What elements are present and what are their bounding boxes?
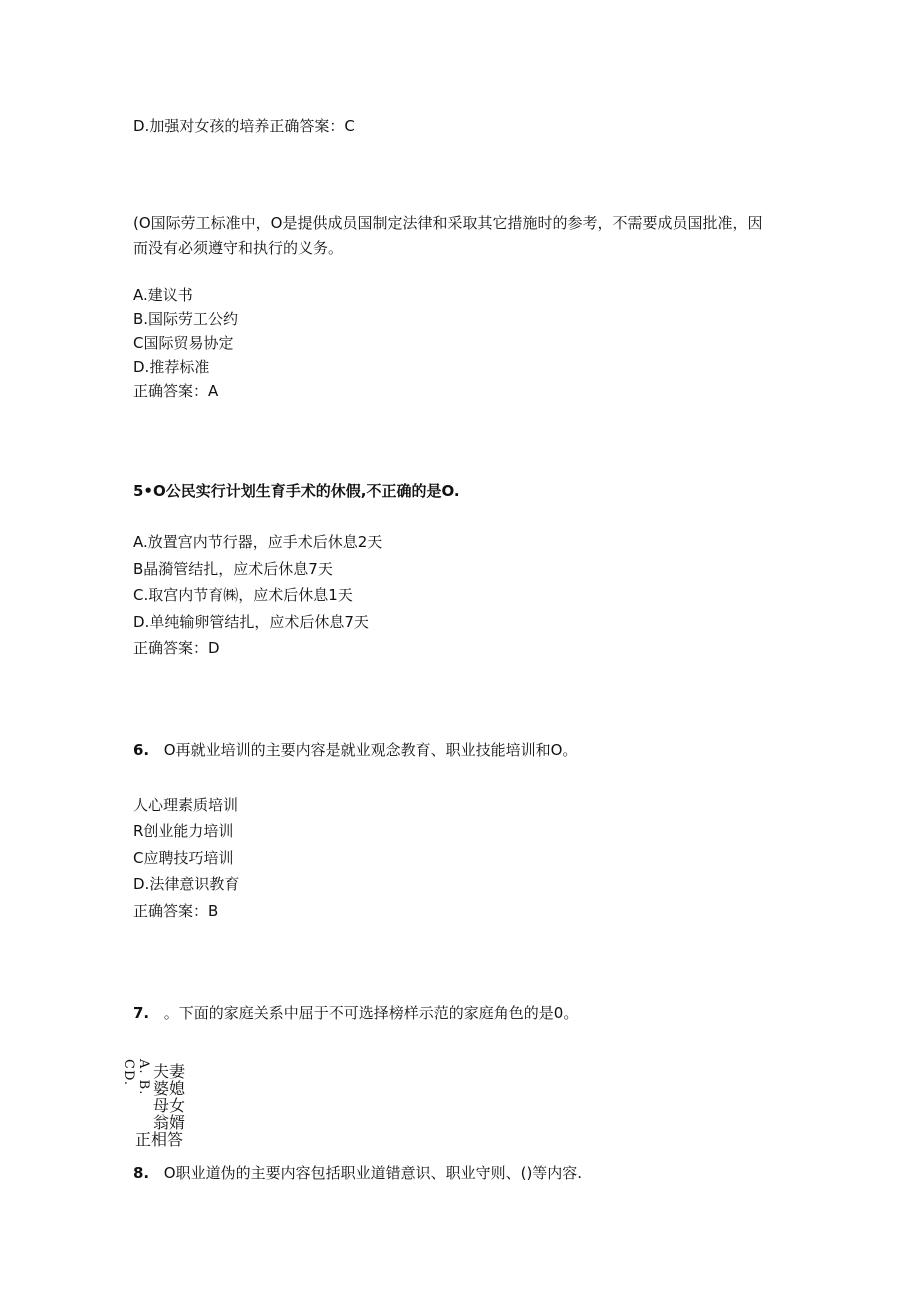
q5-answer: 正确答案：D	[133, 639, 220, 657]
q5-option-b: B晶漪管结扎，应术后休息7天	[133, 560, 333, 578]
q4-stem-line1: (O国际劳工标准中，O是提供成员国制定法律和采取其它措施时的参考，不需要成员国批准，因	[133, 214, 763, 232]
q5-option-a: A.放置宫内节行器，应手术后休息2天	[133, 533, 383, 551]
q4-option-b: B.国际劳工公约	[133, 310, 239, 328]
q6-stem: O再就业培训的主要内容是就业观念教育、职业技能培训和O。	[163, 741, 578, 759]
q4-option-a: A.建议书	[133, 286, 193, 304]
q6-option-a: 人心理素质培训	[133, 796, 239, 814]
q7-answer: 正相答	[135, 1130, 184, 1149]
q6-option-d: D.法律意识教育	[133, 875, 240, 893]
q4-option-d: D.推荐标准	[133, 358, 210, 376]
q8-stem-row	[133, 1163, 582, 1183]
q5-stem: 5•O公民实行计划生育手术的休假,不正确的是O.	[133, 482, 460, 500]
q6-option-c: C应聘技巧培训	[133, 849, 234, 867]
q4-stem-line2: 而没有必须遵守和执行的义务。	[133, 239, 344, 257]
q7-rotated-labels: A. B. CD.	[121, 1059, 151, 1096]
q7-stem-row	[133, 1003, 578, 1023]
q8-number: 8.	[133, 1164, 150, 1182]
q7-options-block	[121, 1055, 205, 1155]
q7-stem: 。下面的家庭关系中屈于不可选择榜样示范的家庭角色的是0。	[163, 1004, 579, 1022]
q4-option-c: C国际贸易协定	[133, 334, 234, 352]
q8-stem: O职业道伪的主要内容包括职业道错意识、职业守则、()等内容.	[163, 1164, 583, 1182]
q5-option-d: D.单纯输卵管结扎，应术后休息7天	[133, 613, 369, 631]
q5-option-c: C.取宫内节育㈱，应术后休息1天	[133, 586, 353, 604]
q7-option-d: 翁婿	[153, 1113, 186, 1132]
q7-option-b: 婆媳	[153, 1079, 186, 1098]
q6-stem-row	[133, 740, 577, 760]
q7-option-a: 夫妻	[153, 1062, 186, 1081]
q6-option-b: R创业能力培训	[133, 822, 234, 840]
q6-number: 6.	[133, 741, 150, 759]
answer-line-top: D.加强对女孩的培养正确答案：C	[133, 117, 355, 135]
q4-answer: 正确答案：A	[133, 382, 219, 400]
q7-number: 7.	[133, 1004, 150, 1022]
q6-answer: 正确答案：B	[133, 902, 219, 920]
q7-option-c: 母女	[153, 1096, 186, 1115]
